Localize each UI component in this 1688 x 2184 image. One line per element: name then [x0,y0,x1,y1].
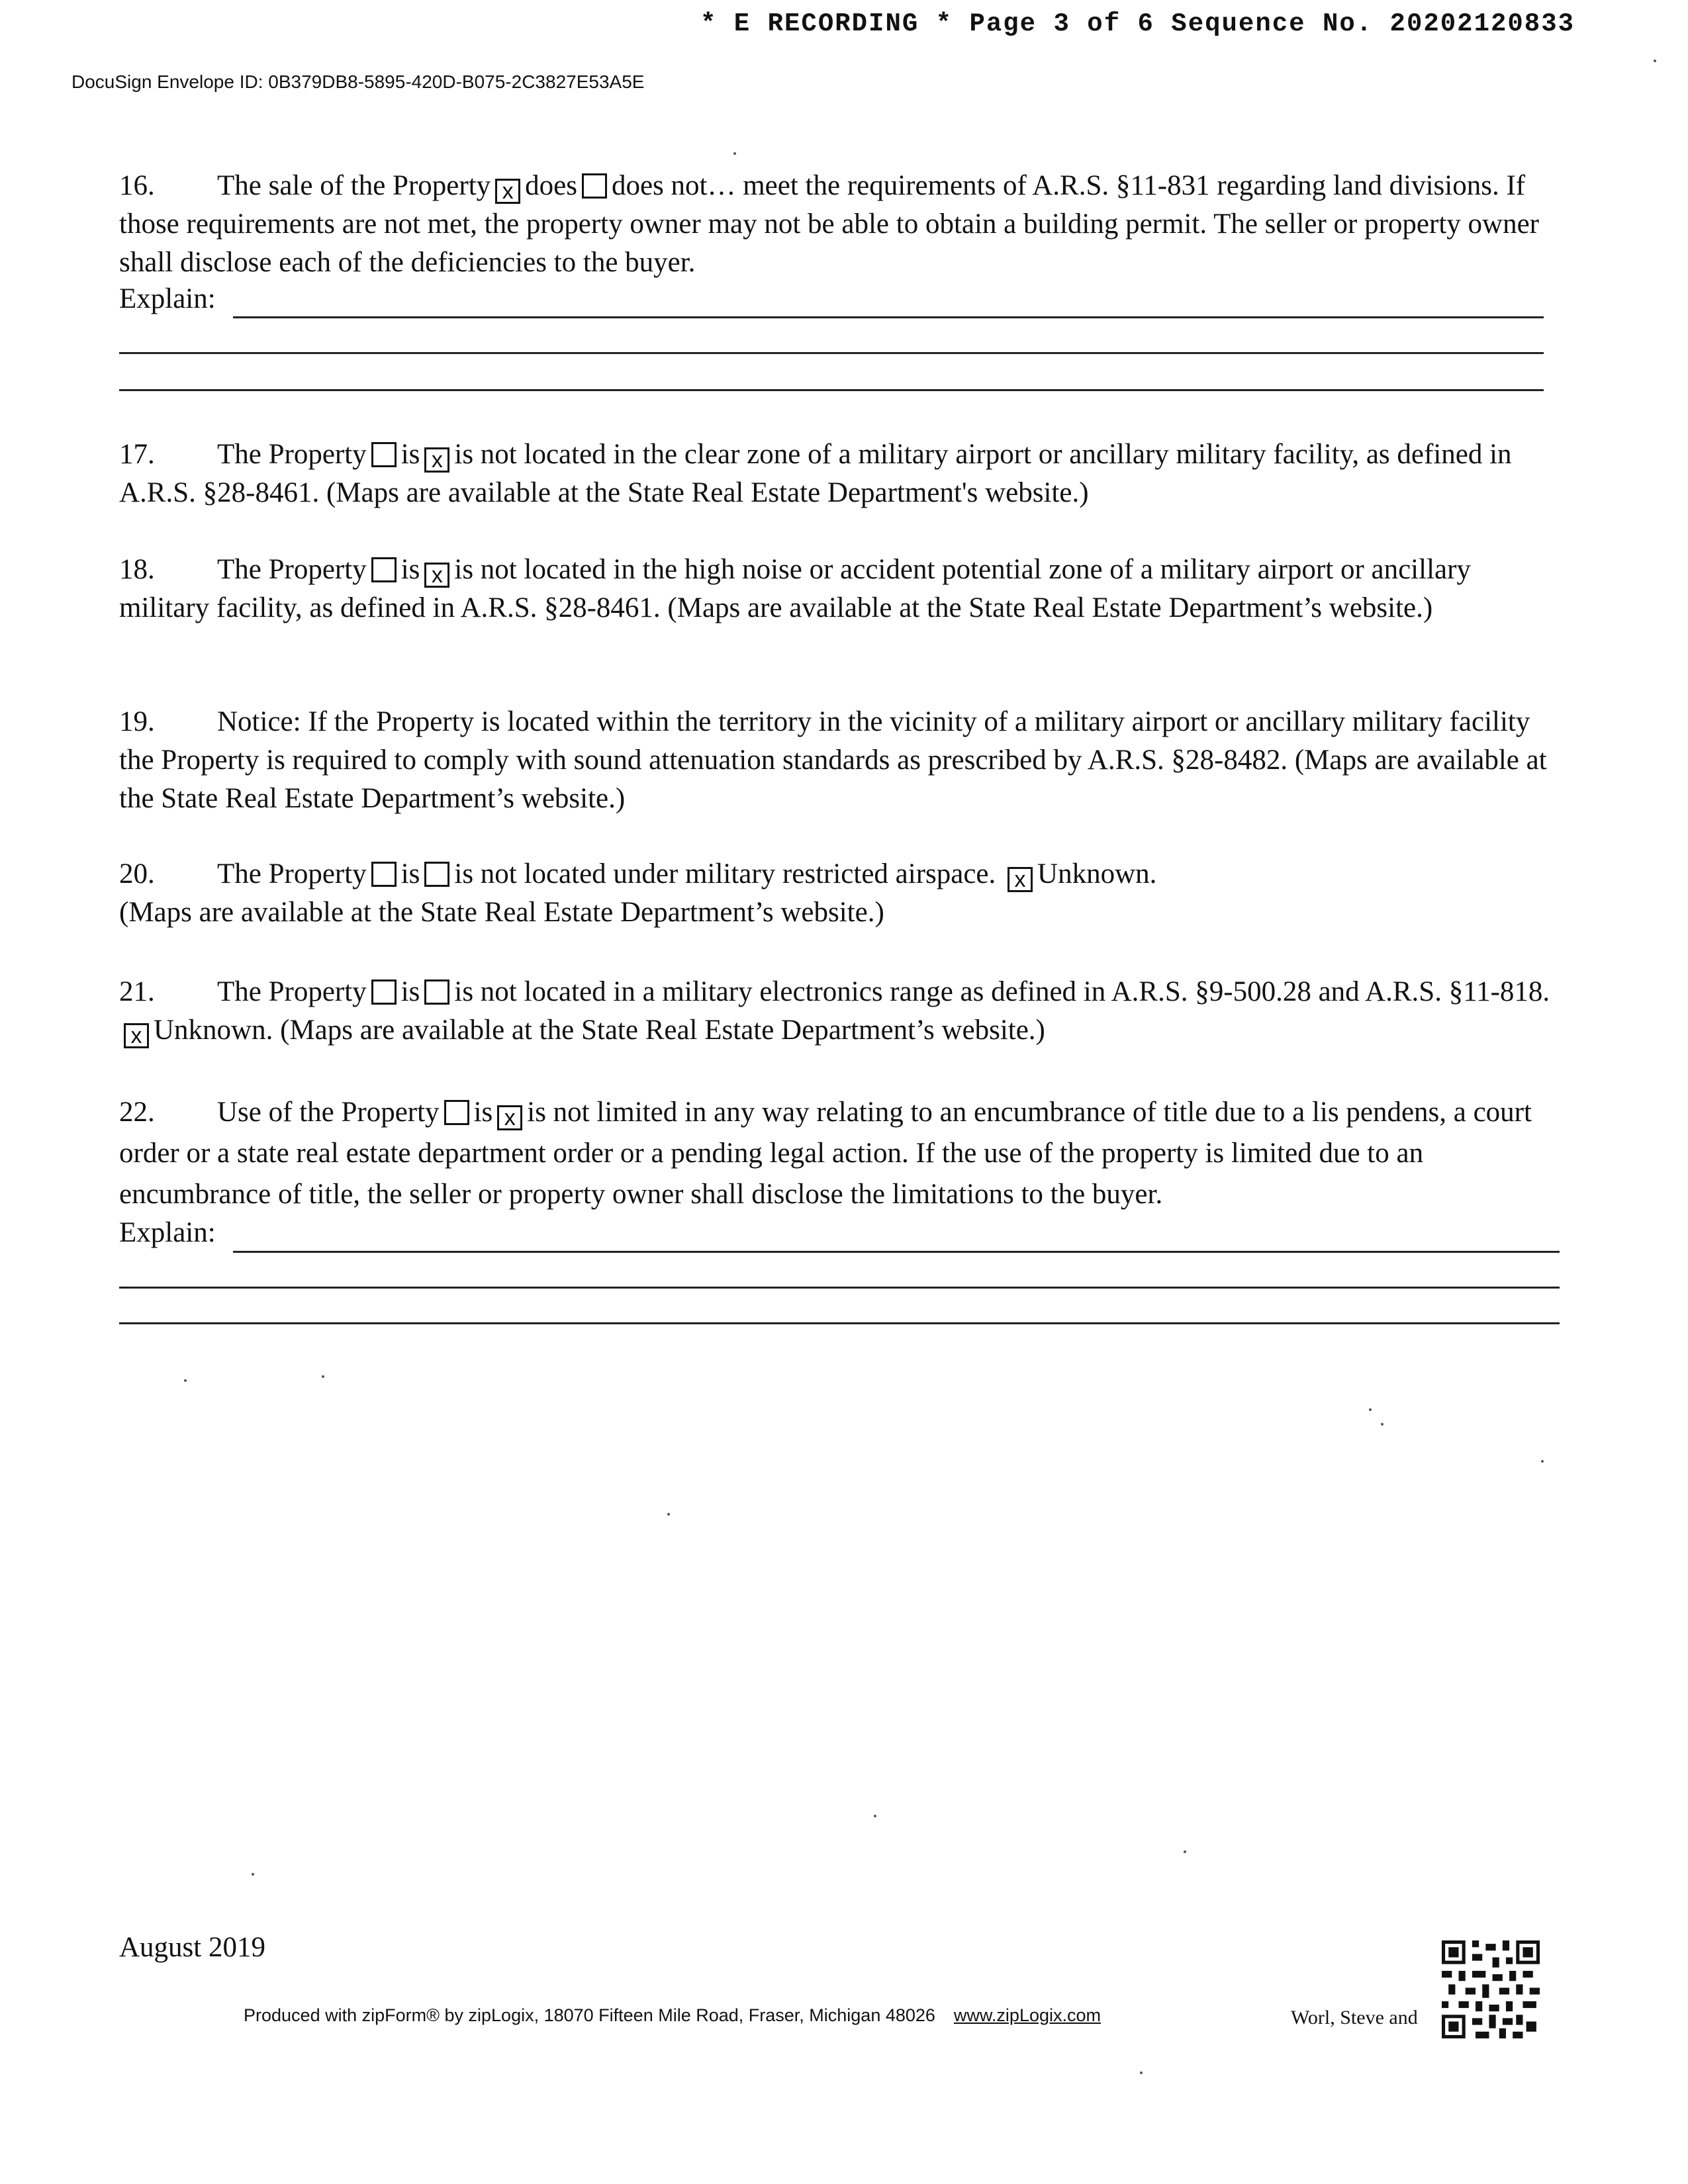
item-text: The Property [217,976,367,1007]
item-text: The sale of the Property [217,170,491,201]
is-not-checkbox[interactable] [424,862,449,887]
item-text: The Property [217,439,367,470]
item-text: is not located under military restricted airspace. [454,858,996,889]
is-not-checkbox[interactable]: x [424,563,449,588]
item-16 [119,167,1562,282]
item-number: 16. [119,170,155,201]
item-text: is [400,554,420,585]
explain-line-22c[interactable] [119,1322,1560,1324]
does-checkbox[interactable]: x [495,179,520,204]
item-number: 22. [119,1097,155,1128]
scan-speck [1140,2071,1143,2074]
item-text: is not located in the clear zone of a military airport or ancillary military facility, as defined in A.R.S. §28-8461. (Maps are available at the State Real Estate Department's website.) [119,439,1512,508]
producer-link[interactable]: www.zipLogix.com [953,2005,1101,2025]
item-text: is not located in the high noise or accident potential zone of a military airport or ancillary military facility, as defined in A.R.S. §28-8461. (Maps are available at the State Real Estate Department’s website.) [119,554,1471,623]
producer-line [244,2005,1101,2026]
unknown-checkbox[interactable]: x [124,1023,149,1048]
scan-speck [322,1375,324,1378]
producer-text: Produced with zipForm® by zipLogix, 18070 Fifteen Mile Road, Fraser, Michigan 48026 [244,2005,935,2025]
is-checkbox[interactable] [444,1100,469,1125]
item-text: The Property [217,858,367,889]
item-text: Unknown. (Maps are available at the State Real Estate Department’s website.) [154,1015,1045,1046]
form-date: August 2019 [119,1932,265,1963]
item-22 [119,1092,1562,1215]
unknown-checkbox[interactable]: x [1008,867,1033,892]
item-21 [119,973,1562,1050]
item-text: Unknown. [1037,858,1157,889]
is-checkbox[interactable] [371,979,397,1005]
is-not-checkbox[interactable]: x [497,1105,522,1130]
recording-header: * E RECORDING * Page 3 of 6 Sequence No. 20202120833 [700,9,1575,38]
is-checkbox[interactable] [371,862,397,887]
is-not-checkbox[interactable]: x [424,447,449,473]
scan-speck [1184,1850,1186,1853]
qr-code-icon [1442,1940,1540,2038]
explain-field-22[interactable] [233,1251,1560,1253]
item-text: is [400,858,420,889]
does-not-checkbox[interactable] [582,173,607,199]
scan-speck [1654,60,1656,62]
scan-speck [874,1815,876,1817]
client-name: Worl, Steve and [1291,2007,1418,2028]
scan-speck [1381,1423,1383,1426]
explain-field-16[interactable] [233,316,1544,318]
item-number: 18. [119,554,155,585]
scan-speck [1541,1460,1544,1463]
scan-speck [667,1513,670,1516]
item-text: Use of the Property [217,1097,440,1128]
item-text: Notice: If the Property is located within the territory in the vicinity of a military airport or ancillary military facility the Property is required to comply with sound attenuation standards as prescribed by A.R.S. §28-8482. (Maps are available at the State Real Estate Department’s website.) [119,706,1547,814]
explain-line-16b[interactable] [119,352,1544,354]
item-20 [119,855,1562,932]
item-number: 20. [119,858,155,889]
explain-label-22: Explain: [119,1217,216,1248]
is-checkbox[interactable] [371,442,397,467]
explain-label-16: Explain: [119,283,216,314]
item-text: does [525,170,577,201]
item-19 [119,703,1562,818]
scan-speck [252,1873,254,1876]
item-number: 19. [119,706,155,737]
item-text: (Maps are available at the State Real Estate Department’s website.) [119,897,884,928]
item-text: is not located in a military electronics range as defined in A.R.S. §9-500.28 and A.R.S. §11-818. [454,976,1550,1007]
item-text: is [473,1097,493,1128]
envelope-id: DocuSign Envelope ID: 0B379DB8-5895-420D-B075-2C3827E53A5E [71,71,645,92]
item-text: is [400,976,420,1007]
scan-speck [1369,1408,1372,1411]
scan-speck [733,152,736,155]
item-number: 17. [119,439,155,470]
scan-speck [184,1379,187,1382]
is-not-checkbox[interactable] [424,979,449,1005]
item-17 [119,435,1562,512]
item-number: 21. [119,976,155,1007]
is-checkbox[interactable] [371,557,397,582]
item-text: The Property [217,554,367,585]
explain-line-22b[interactable] [119,1287,1560,1289]
item-text: does not… meet the requirements of A.R.S. §11-831 regarding land divisions. If those requirements are not met, the property owner may not be able to obtain a building permit. The seller or property owner shall disclose each of the deficiencies to the buyer. [119,170,1539,278]
item-text: is not limited in any way relating to an encumbrance of title due to a lis pendens, a court order or a state real estate department order or a pending legal action. If the use of the property is limited due to an encumbrance of title, the seller or property owner shall disclose the limitations to the buyer. [119,1097,1532,1210]
item-18 [119,551,1562,627]
explain-line-16c[interactable] [119,389,1544,391]
item-text: is [400,439,420,470]
